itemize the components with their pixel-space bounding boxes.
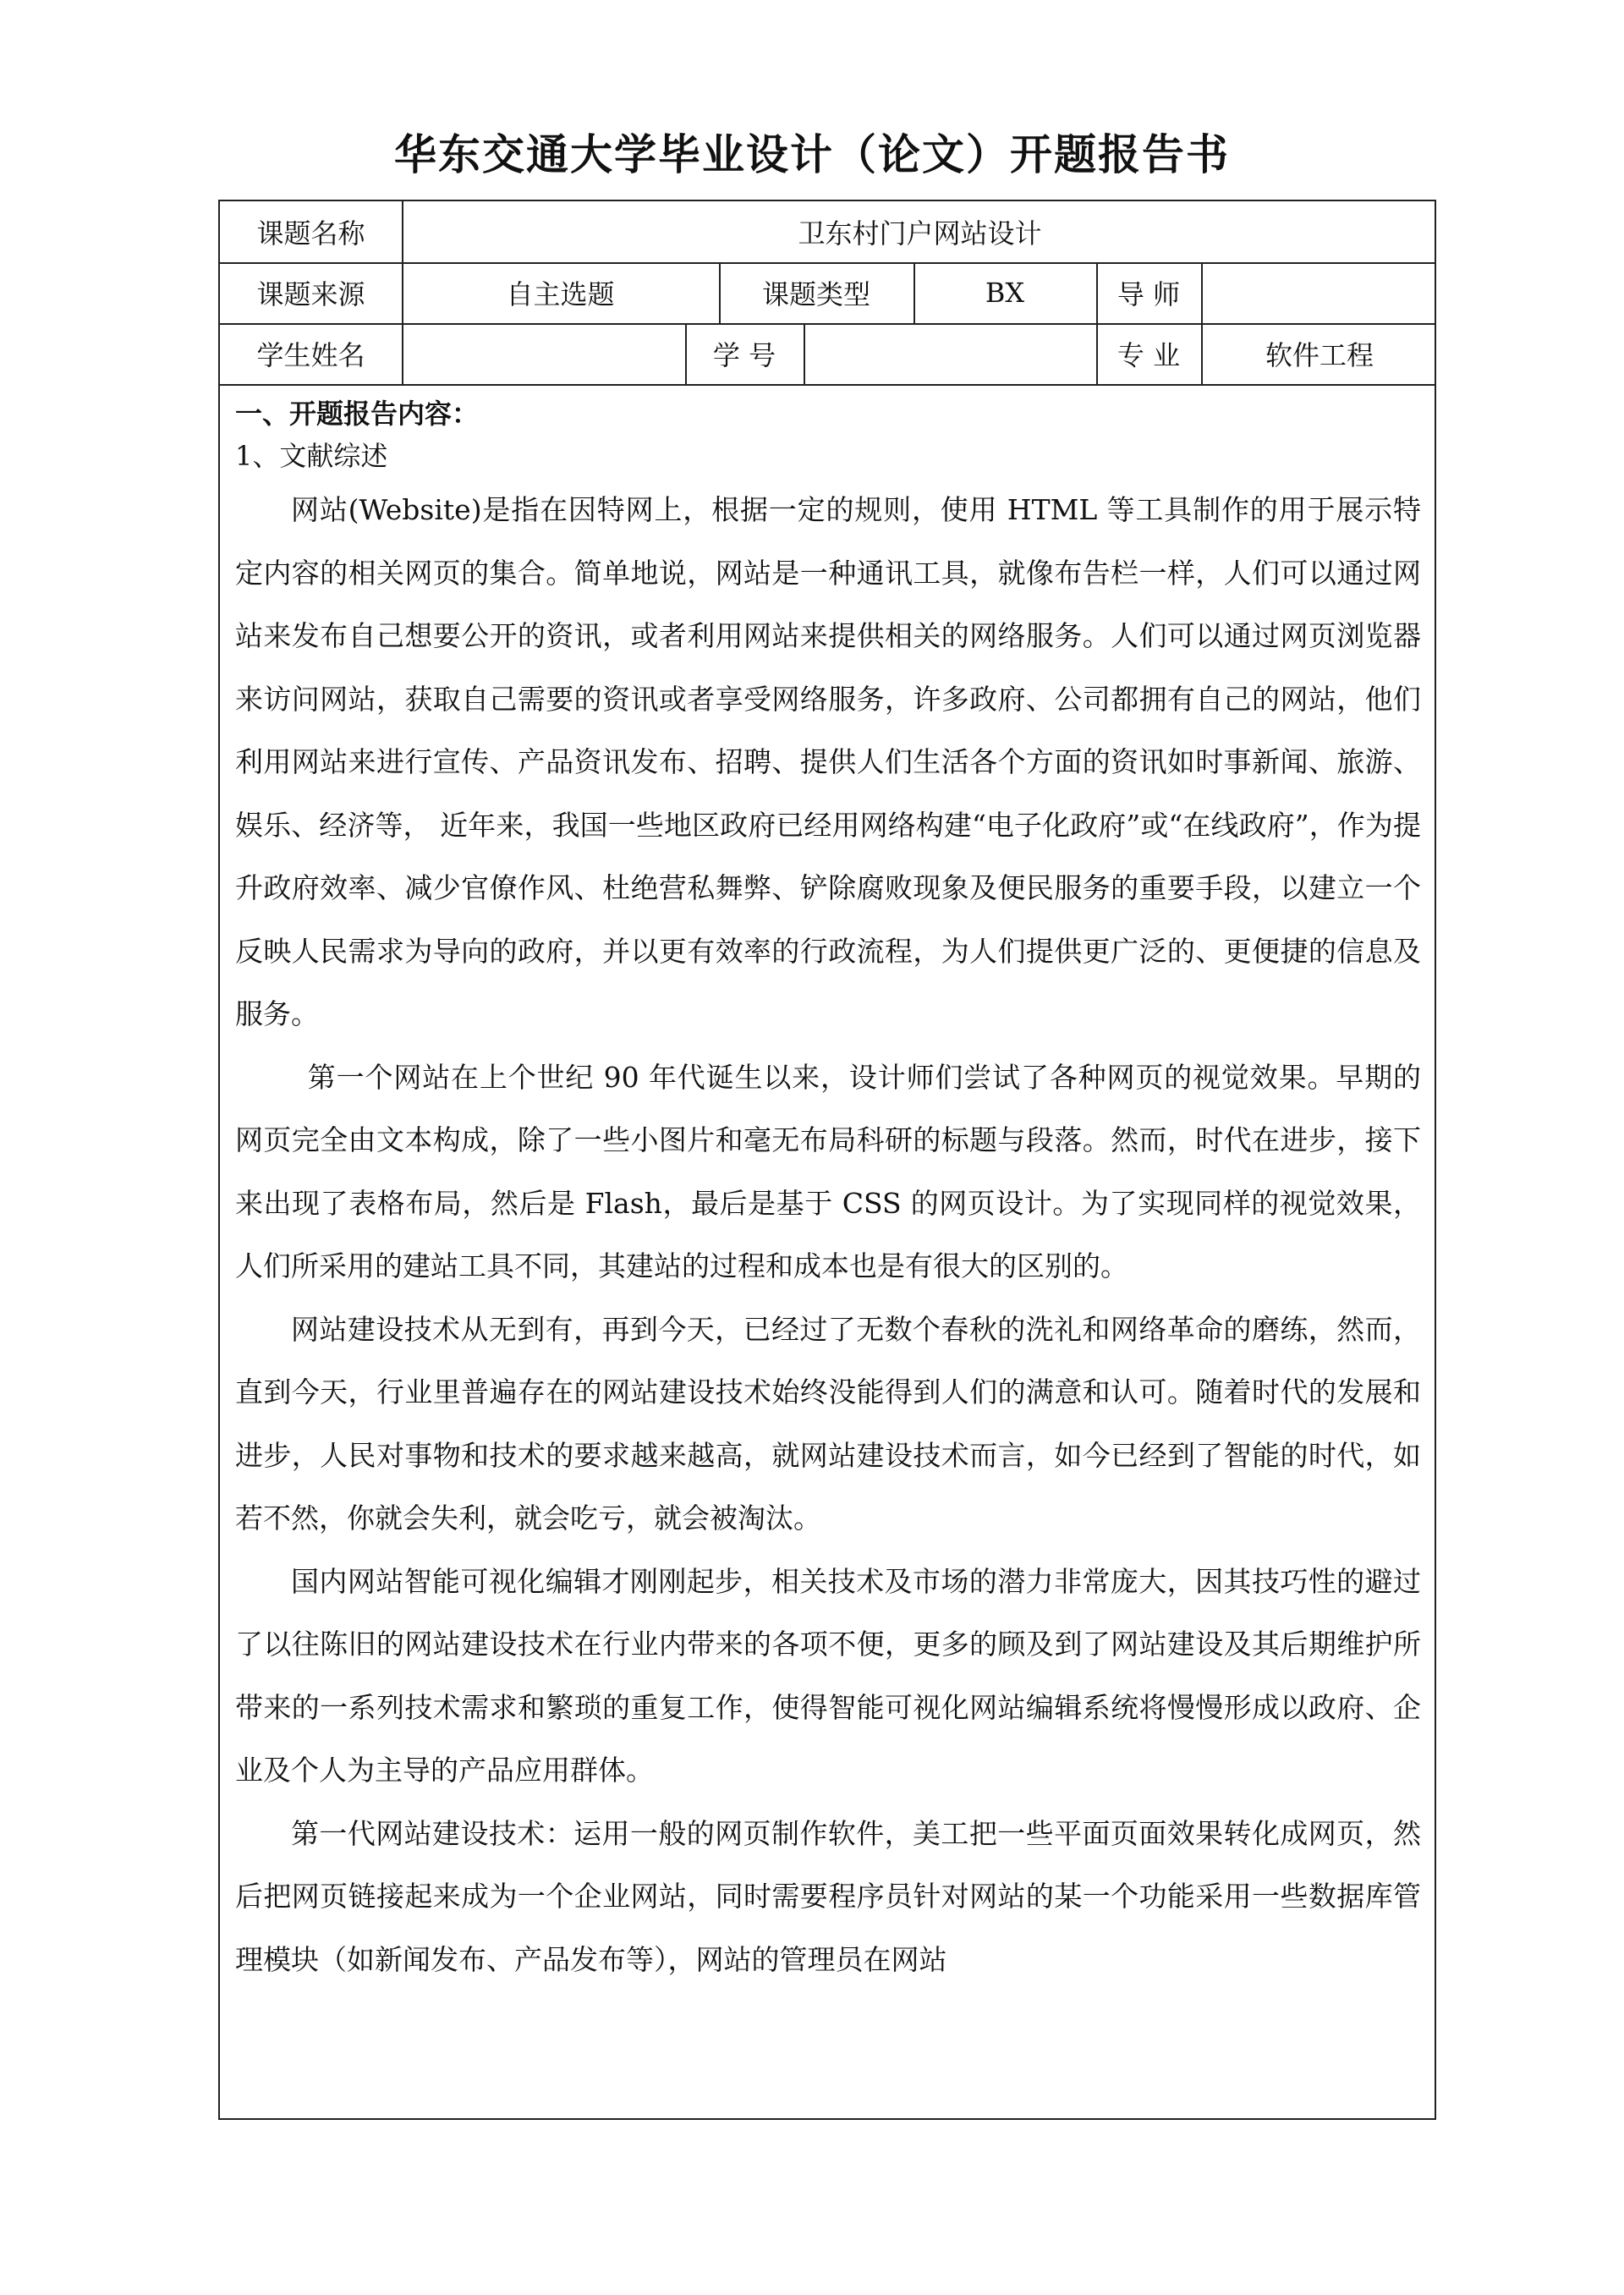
- row-divider: [220, 384, 1435, 386]
- topic-name-value: 卫东村门户网站设计: [798, 217, 1042, 250]
- paragraph: 第一代网站建设技术：运用一般的网页制作软件，美工把一些平面页面效果转化成网页，然后把网页链接起来成为一个企业网站，同时需要程序员针对网站的某一个功能采用一些数据库管理模块（如新闻发布、产品发布等），网站的管理员在网站: [235, 1816, 1421, 1976]
- paragraph: 国内网站智能可视化编辑才刚刚起步，相关技术及市场的潜力非常庞大，因其技巧性的避过了以往陈旧的网站建设技术在行业内带来的各项不便，更多的顾及到了网站建设及其后期维护所带来的一系列技术需求和繁琐的重复工作，使得智能可视化网站编辑系统将慢慢形成以政府、企业及个人为主导的产品应用群体。: [235, 1564, 1421, 1787]
- topic-type-value: BX: [985, 277, 1025, 309]
- student-id-value: [804, 323, 1096, 384]
- paragraph: 网站建设技术从无到有，再到今天，已经过了无数个春秋的洗礼和网络革命的磨练，然而，直到今天，行业里普遍存在的网站建设技术始终没能得到人们的满意和认可。随着时代的发展和进步，人民对事物和技术的要求越来越高，就网站建设技术而言，如今已经到了智能的时代，如若不然，你就会失利，就会吃亏，就会被淘汰。: [235, 1312, 1421, 1535]
- topic-source-label: 课题来源: [256, 278, 365, 310]
- topic-name-label: 课题名称: [256, 217, 365, 250]
- paragraph: 网站(Website)是指在因特网上，根据一定的规则，使用 HTML 等工具制作的用于展示特定内容的相关网页的集合。简单地说，网站是一种通讯工具，就像布告栏一样，人们可以通过网站来发布自己想要公开的资讯，或者利用网站来提供相关的网络服务。人们可以通过网页浏览器来访问网站，获取自己需要的资讯或者享受网络服务，许多政府、公司都拥有自己的网站，他们利用网站来进行宣传、产品资讯发布、招聘、提供人们生活各个方面的资讯如时事新闻、旅游、娱乐、经济等， 近年来，我国一些地区政府已经用网络构建“电子化政府”或“在线政府”，作为提升政府效率、减少官僚作风、杜绝营私舞弊、铲除腐败现象及便民服务的重要手段，以建立一个反映人民需求为导向的政府，并以更有效率的行政流程，为人们提供更广泛的、更便捷的信息及服务。: [235, 493, 1421, 1030]
- document-title: 华东交通大学毕业设计（论文）开题报告书: [394, 129, 1230, 179]
- advisor-label: 导 师: [1116, 278, 1181, 310]
- report-form: [218, 200, 1436, 2120]
- section-heading: 一、开题报告内容：: [235, 398, 480, 430]
- topic-source-value: 自主选题: [506, 278, 615, 310]
- major-value: 软件工程: [1265, 339, 1374, 371]
- student-name-value: [402, 323, 685, 384]
- subsection-heading: 1、文献综述: [235, 440, 388, 472]
- student-name-label: 学生姓名: [256, 339, 365, 371]
- student-id-label: 学 号: [712, 339, 776, 371]
- advisor-value: [1201, 262, 1438, 323]
- topic-type-label: 课题类型: [761, 278, 870, 310]
- major-label: 专 业: [1116, 339, 1181, 371]
- paragraph: 第一个网站在上个世纪 90 年代诞生以来，设计师们尝试了各种网页的视觉效果。早期的网页完全由文本构成，除了一些小图片和毫无布局科研的标题与段落。然而，时代在进步，接下来出现了表格布局，然后是 Flash，最后是基于 CSS 的网页设计。为了实现同样的视觉效果，人们所采用的建站工具不同，其建站的过程和成本也是有很大的区别的。: [235, 1060, 1421, 1282]
- report-content: [235, 393, 1421, 1991]
